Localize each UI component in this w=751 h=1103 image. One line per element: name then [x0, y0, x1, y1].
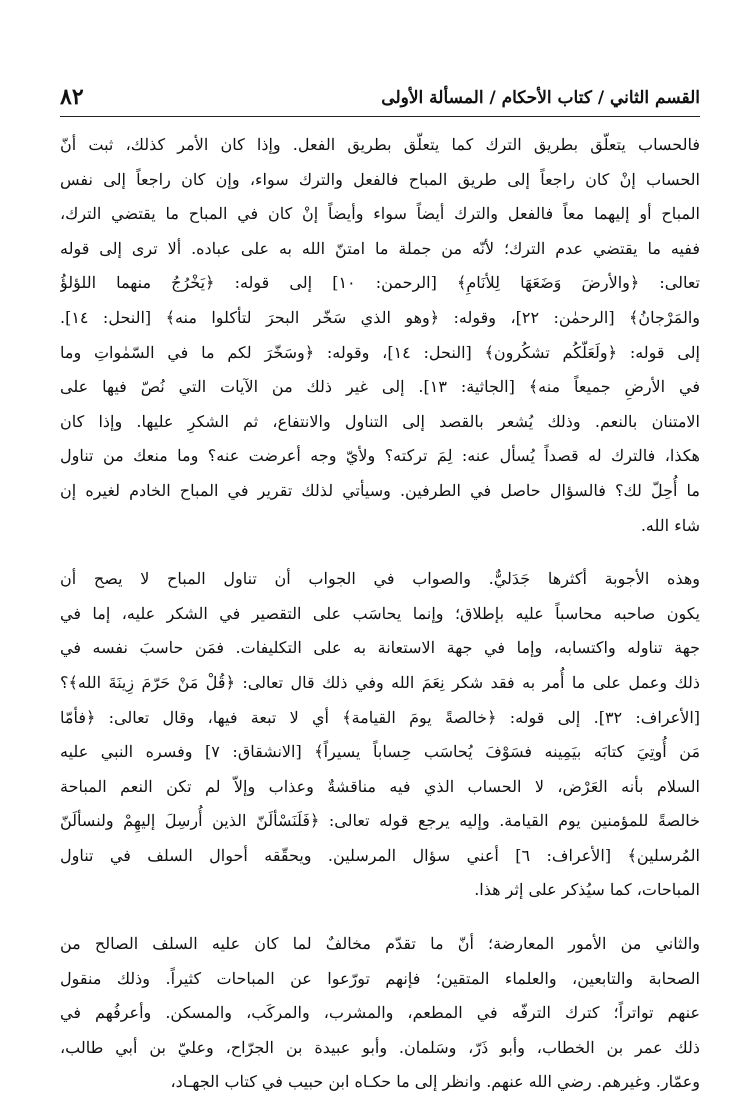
text-line: خالصةً للمؤمنين يوم القيامة. وإليه يرجع قوله تعالى: ﴿فَلَنَسْألَنّ الذين أُرسِلَ إليهِمْ ولنسألَنّ [60, 811, 700, 831]
text-line: وعمّار. وغيرهم. رضي الله عنهم. وانظر إلى ما حكـاه ابن حبيب في كتاب الجهـاد، [170, 1072, 700, 1092]
text-line: ما أُحِلّ لك؟ فالسؤال حاصل في الطرفين. وسيأتي لذلك تقرير في المباح الخادم لغيره إن [60, 480, 700, 500]
text-line: جهة تناوله واكتسابه، وإما في جهة الاستعانة به على التكليفات. فمَن حاسبَ نفسه في [60, 638, 700, 658]
page-body [60, 128, 700, 1100]
text-line: ففيه ما يقتضي عدم الترك؛ لأنّه من جملة ما امتنّ الله به على عباده. ألا ترى إلى قوله [60, 238, 700, 258]
text-line: في الأرضِ جميعاً منه﴾ [الجاثية: ١٣]. إلى غير ذلك من الآيات التي نُصّ فيها على [60, 377, 700, 397]
text-line: [الأعراف: ٣٢]. إلى قوله: ﴿خالصةً يومَ القيامة﴾ أي لا تبعة فيها، وقال تعالى: ﴿فأمّا [60, 707, 700, 727]
text-line: هكذا، فالترك له قصداً يُسأل عنه: لِمَ تركته؟ ولأيّ وجه أعرضت عنه؟ وما منعك من تناول [60, 446, 700, 466]
text-line: الحساب إنْ كان راجعاً إلى طريق المباح فالفعل والترك سواء، وإن كان راجعاً إلى نفس [60, 169, 700, 189]
text-line: وهذه الأجوبة أكثرها جَدَليٌّ. والصواب في الجواب أن تناول المباح لا يصح أن [60, 569, 700, 589]
text-line: ذلك وعمل على ما أُمر به فقد شكر نِعَمَ الله وفي ذلك قال تعالى: ﴿قُلْ مَنْ حَرّمَ زِينَةَ الله﴾؟ [60, 672, 700, 692]
paragraph [60, 128, 700, 543]
text-line: عنهم تواتراً؛ كترك الترفّه في المطعم، والمشرب، والمركَب، والمسكن. وأعرفُهم في [60, 1003, 700, 1023]
running-title: القسم الثاني / كتاب الأحكام / المسألة الأولى [381, 88, 700, 108]
page-number: ٨٢ [60, 84, 84, 110]
text-line: الصحابة والتابعين، والعلماء المتقين؛ فإنهم تورّعوا عن المباحات كثيراً. وذلك منقول [60, 968, 700, 988]
text-line: شاء الله. [640, 515, 700, 535]
text-line: ذلك عمر بن الخطاب، وأبو ذَرّ، وسَلمان. وأبو عبيدة بن الجرّاح، وعليّ بن أبي طالب، [60, 1037, 700, 1057]
text-line: والثاني من الأمور المعارضة؛ أنّ ما تقدّم مخالفٌ لما كان عليه السلف الصالح من [60, 934, 700, 954]
text-line: يكون صاحبه محاسباً عليه بإطلاق؛ وإنما يحاسَب على التقصير في الشكر عليه، إما في [60, 603, 700, 623]
text-line: تعالى: ﴿والأرضَ وَضَعَهَا لِلأنَامِ﴾ [الرحمن: ١٠] إلى قوله: ﴿يَخْرُجُ منهما اللؤلؤُ [60, 273, 700, 293]
paragraph [60, 562, 700, 908]
text-line: الامتنان بالنعم. وذلك يُشعر بالقصد إلى التناول والانتفاع، ثم الشكرِ عليها. وإذا كان [60, 411, 700, 431]
text-line: المُرسلين﴾ [الأعراف: ٦] أعني سؤال المرسلين. ويحقّقه أحوال السلف في تناول [60, 845, 700, 865]
paragraph [60, 927, 700, 1100]
text-line: المباح أو إليهما معاً فالفعل والترك أيضاً سواء وأيضاً إنْ كان في المباح ما يقتضي الترك، [60, 204, 700, 224]
text-line: مَن أُوتِيَ كتابَه بيَمِينه فسَوْفَ يُحاسَب حِساباً يسيراً﴾ [الانشقاق: ٧] وفسره النبي عليه [60, 742, 700, 762]
text-line: السلام بأنه العَرْض، لا الحساب الذي فيه مناقشةٌ وعذاب وإلاّ لم تكن النعم المباحة [60, 776, 700, 796]
text-line: إلى قوله: ﴿ولَعَلّكُم تشكُرون﴾ [النحل: ١٤]، وقوله: ﴿وسَخّرَ لكم ما في السّمٰواتِ وما [60, 342, 700, 362]
text-line: والمَرْجانُ﴾ [الرحمٰن: ٢٢]، وقوله: ﴿وهو الذي سَخّر البحرَ لتأكلوا منه﴾ [النحل: ١٤]. [60, 307, 700, 327]
text-line: فالحساب يتعلّق بطريق الترك كما يتعلّق بطريق الفعل. وإذا كان الأمر كذلك، ثبت أنّ [60, 135, 700, 154]
text-line: المباحات، كما سيُذكر على إثر هذا. [474, 880, 700, 900]
page-header [60, 82, 700, 117]
